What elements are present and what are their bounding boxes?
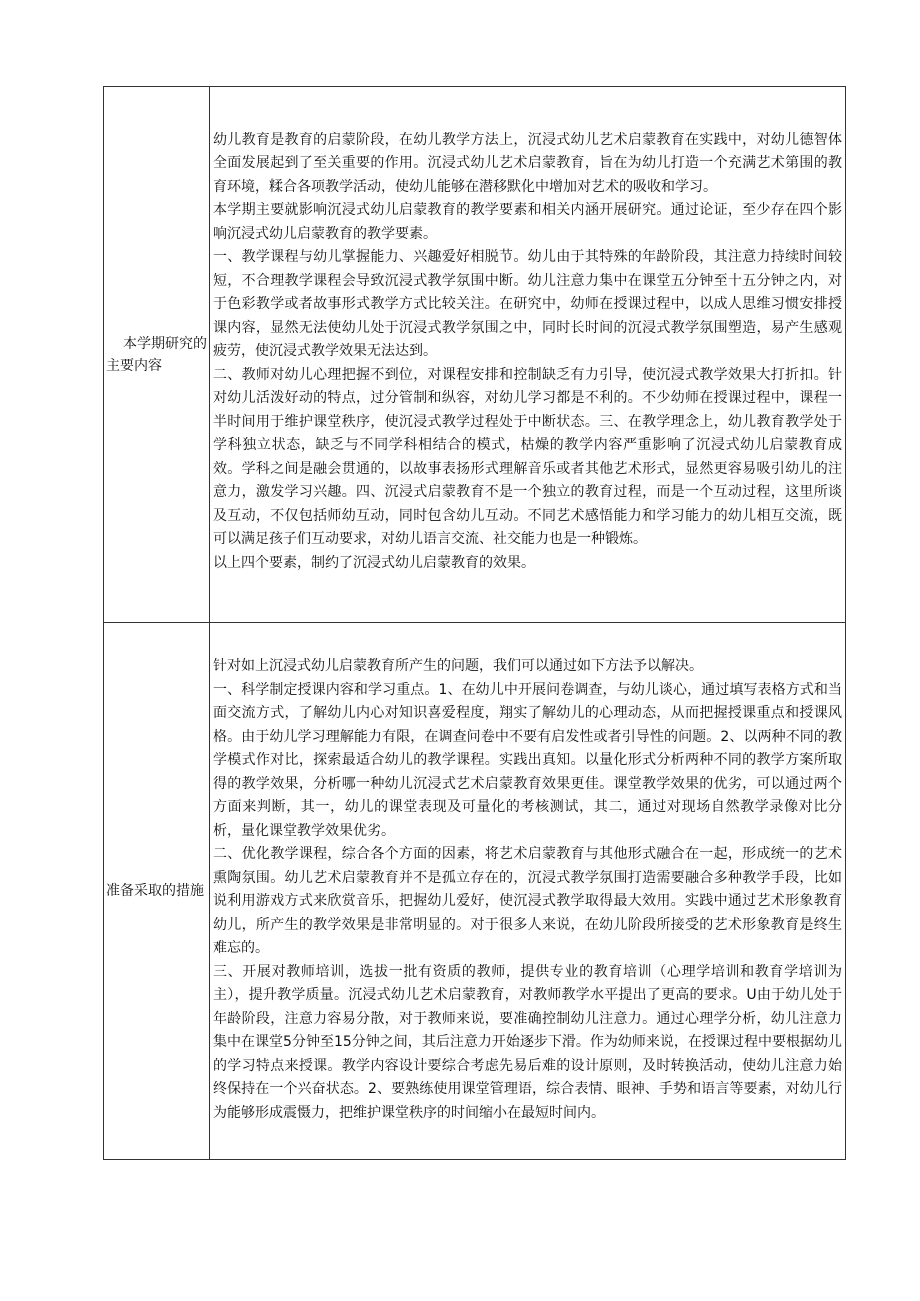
content-paragraph: 一、科学制定授课内容和学习重点。1、在幼儿中开展问卷调查，与幼儿谈心，通过填写表格方式和当面交流方式，了解幼儿内心对知识喜爱程度，翔实了解幼儿的心理动态，从而把握授课重点和授课风格。由于幼儿学习理解能力有限，在调查问卷中不要有启发性或者引导性的问题。2、以两种不同的教学模式作对比，探索最适合幼儿的教学课程。实践出真知。以量化形式分析两种不同的教学方案所取得的教学效果，分析哪一种幼儿沉浸式艺术启蒙教育效果更佳。课堂教学效果的优劣，可以通过两个方面来判断，其一，幼儿的课堂表现及可量化的考核测试，其二，通过对现场自然教学录像对比分析，量化课堂教学效果优劣。 [213,681,842,839]
content-paragraph: 以上四个要素，制约了沉浸式幼儿启蒙教育的效果。 [213,554,535,571]
content-paragraph: 本学期主要就影响沉浸式幼儿启蒙教育的教学要素和相关内涵开展研究。通过论证，至少存在四个影响沉浸式幼儿启蒙教育的教学要素。 [213,202,842,242]
row-content-cell [210,623,846,1160]
document-table [103,86,846,1160]
content-paragraph: 针对如上沉浸式幼儿启蒙教育所产生的问题，我们可以通过如下方法予以解决。 [213,658,703,674]
content-paragraph: 幼儿教育是教育的启蒙阶段，在幼儿教学方法上，沉浸式幼儿艺术启蒙教育在实践中，对幼儿德智体全面发展起到了至关重要的作用。沉浸式幼儿艺术启蒙教育，旨在为幼儿打造一个充满艺术第围的教育环境，糅合各项教学活动，使幼儿能够在潜移默化中增加对艺术的吸收和学习。 [213,131,842,195]
table-row [104,87,846,623]
row-label: 本学期研究的主要内容 [106,335,207,374]
row-label-cell [104,87,210,623]
content-paragraph: 三、开展对教师培训，选拔一批有资质的教师，提供专业的教育培训（心理学培训和教育学培训为主），提升教学质量。沉浸式幼儿艺术启蒙教育，对教师教学水平提出了更高的要求。U由于幼儿处于年龄阶段，注意力容易分散，对于教师来说，要准确控制幼儿注意力。通过心理学分析，幼儿注意力集中在课堂5分钟至15分钟之间，其后注意力开始逐步下滑。作为幼师来说，在授课过程中要根据幼儿的学习特点来授课。教学内容设计要综合考虑先易后难的设计原则，及时转换活动，使幼儿注意力始终保持在一个兴奋状态。2、要熟练使用课堂管理语，综合表情、眼神、手势和语言等要素，对幼儿行为能够形成震慑力，把维护课堂秩序的时间缩小在最短时间内。 [213,963,842,1121]
table-row [104,623,846,1160]
row-content-cell [210,87,846,623]
row-label-cell [104,623,210,1160]
content-paragraph: 一、教学课程与幼儿掌握能力、兴趣爱好相脱节。幼儿由于其特殊的年龄阶段，其注意力持续时间较短，不合理教学课程会导致沉浸式教学氛围中断。幼儿注意力集中在课堂五分钟至十五分钟之内，对于色彩教学或者故事形式教学方式比较关注。在研究中，幼师在授课过程中，以成人思维习惯安排授课内容，显然无法使幼儿处于沉浸式教学氛围之中，同时长时间的沉浸式教学氛围塑造，易产生感观疲劳，使沉浸式教学效果无法达到。 [213,249,842,360]
row-label: 准备采取的措施 [106,883,204,899]
content-paragraph: 二、优化教学课程，综合各个方面的因素，将艺术启蒙教育与其他形式融合在一起，形成统一的艺术熏陶氛围。幼儿艺术启蒙教育并不是孤立存在的，沉浸式教学氛围打造需要融合多种教学手段，比如说利用游戏方式来欣赏音乐，把握幼儿爱好，使沉浸式教学取得最大效用。实践中通过艺术形象教育幼儿，所产生的教学效果是非常明显的。对于很多人来说，在幼儿阶段所接受的艺术形象教育是终生难忘的。 [213,846,842,956]
content-paragraph: 二、教师对幼儿心理把握不到位，对课程安排和控制缺乏有力引导，使沉浸式教学效果大打折扣。针对幼儿活泼好动的特点，过分管制和纵容，对幼儿学习都是不利的。不少幼师在授课过程中，课程一半时间用于维护课堂秩序，使沉浸式教学过程处于中断状态。三、在教学理念上，幼儿教育教学处于学科独立状态，缺乏与不同学科相结合的模式，枯燥的教学内容严重影响了沉浸式幼儿启蒙教育成效。学科之间是融会贯通的，以故事表扬形式理解音乐或者其他艺术形式，显然更容易吸引幼儿的注意力，激发学习兴趣。四、沉浸式启蒙教育不是一个独立的教育过程，而是一个互动过程，这里所谈及互动，不仅包括师幼互动，同时包含幼儿互动。不同艺术感悟能力和学习能力的幼儿相互交流，既可以满足孩子们互动要求，对幼儿语言交流、社交能力也是一种锻炼。 [213,366,842,548]
